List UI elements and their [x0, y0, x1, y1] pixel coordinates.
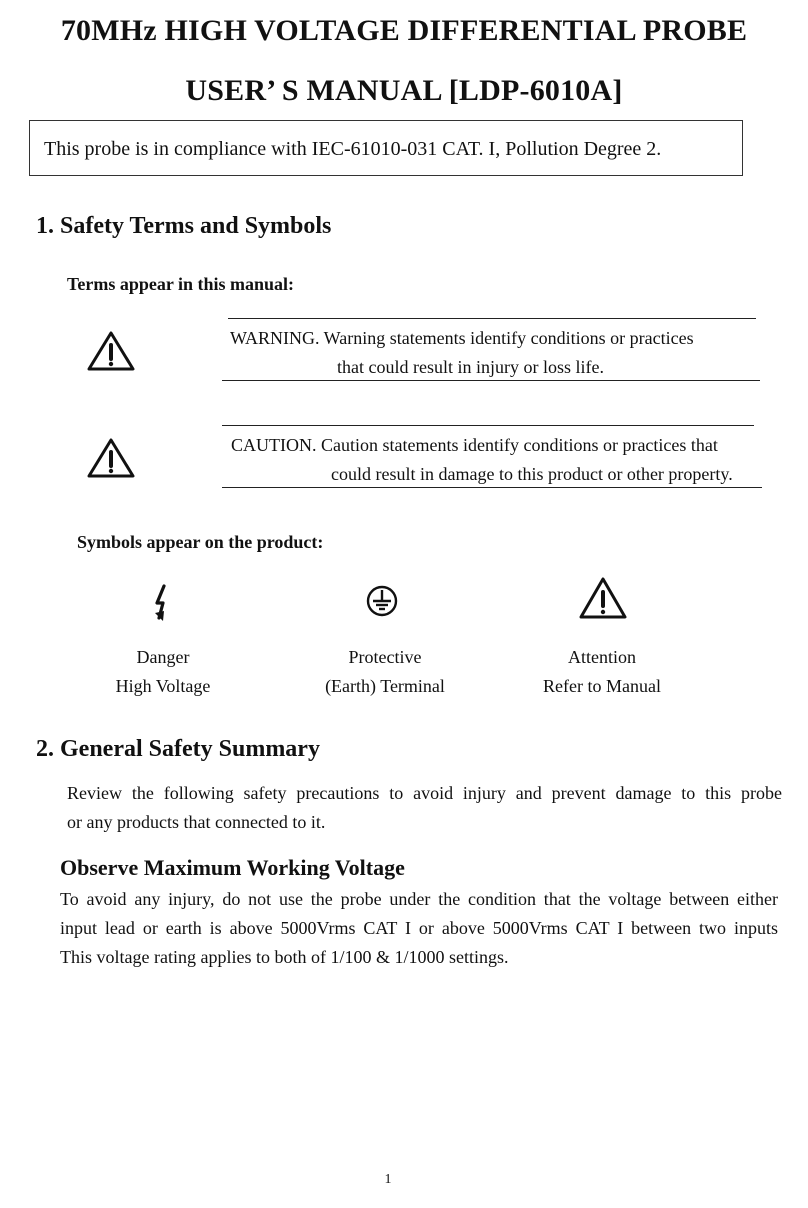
warning-triangle-icon	[86, 330, 136, 372]
max-voltage-subheading: Observe Maximum Working Voltage	[60, 855, 405, 880]
page-number: 1	[384, 1172, 392, 1187]
terms-heading: Terms appear in this manual:	[67, 274, 295, 294]
warning-bottom-rule	[222, 380, 760, 381]
caution-top-rule	[222, 425, 754, 426]
compliance-box: This probe is in compliance with IEC-61010-031 CAT. I, Pollution Degree 2.	[29, 120, 743, 176]
earth-terminal-icon	[365, 584, 399, 618]
symbols-heading: Symbols appear on the product:	[77, 532, 324, 552]
warning-text-line1: WARNING. Warning statements identify conditions or practices	[230, 328, 694, 348]
caution-triangle-icon	[86, 437, 136, 479]
symbol-label-line1: Attention	[568, 647, 636, 667]
manual-title-line2: USER’ S MANUAL [LDP-6010A]	[185, 74, 623, 107]
max-voltage-paragraph	[60, 885, 778, 972]
para-line2: input lead or earth is above 5000Vrms CAT I or above 5000Vrms CAT I between two inputs	[60, 918, 778, 938]
caution-bottom-rule	[222, 487, 762, 488]
section1-heading: 1. Safety Terms and Symbols	[36, 213, 332, 239]
manual-title-line1: 70MHz HIGH VOLTAGE DIFFERENTIAL PROBE	[60, 14, 748, 47]
attention-triangle-icon	[578, 576, 628, 620]
para-line1: To avoid any injury, do not use the probe under the condition that the voltage between either	[60, 889, 778, 909]
para-line3: This voltage rating applies to both of 1/100 & 1/1000 settings.	[60, 947, 509, 967]
caution-text-line2: could result in damage to this product or other property.	[331, 464, 733, 484]
caution-text-line1: CAUTION. Caution statements identify conditions or practices that	[231, 435, 718, 455]
symbol-label-line1: Danger	[136, 647, 190, 667]
symbol-label-line2: High Voltage	[115, 676, 211, 696]
symbol-label-line2: Refer to Manual	[543, 676, 661, 696]
intro-line1: Review the following safety precautions to avoid injury and prevent damage to this probe	[67, 783, 782, 803]
section2-heading: 2. General Safety Summary	[36, 736, 320, 762]
intro-line2: or any products that connected to it.	[67, 812, 326, 832]
symbol-label-line2: (Earth) Terminal	[325, 676, 445, 696]
warning-top-rule	[228, 318, 756, 319]
warning-text-line2: that could result in injury or loss life.	[337, 357, 604, 377]
high-voltage-icon	[150, 584, 176, 622]
symbol-label-attention	[517, 643, 687, 701]
symbol-label-danger	[83, 643, 243, 701]
symbol-label-line1: Protective	[348, 647, 422, 667]
symbol-label-earth	[300, 643, 470, 701]
section2-intro	[67, 779, 782, 837]
